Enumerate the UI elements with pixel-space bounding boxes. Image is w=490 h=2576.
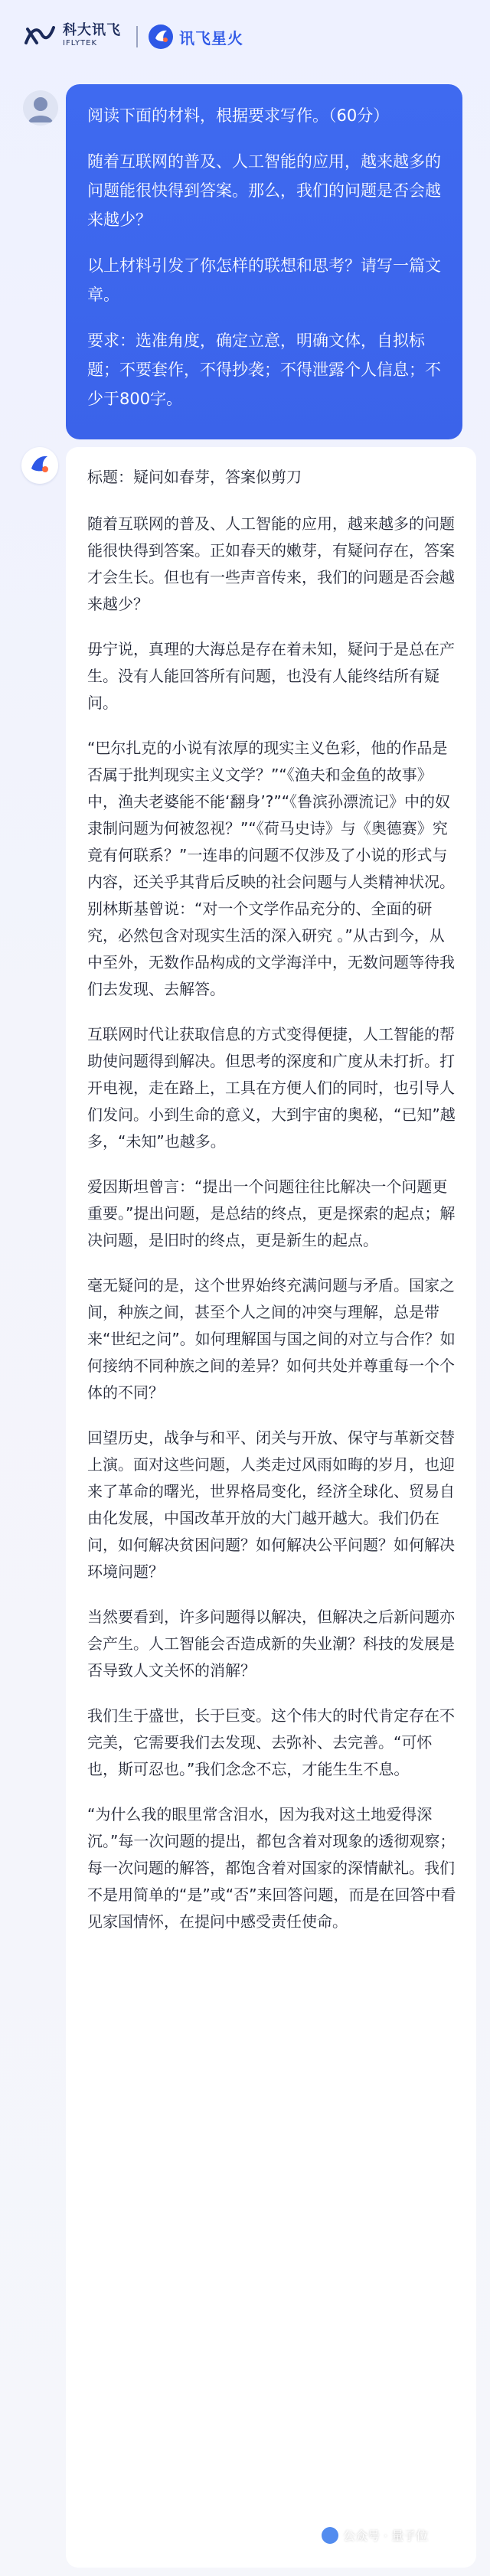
essay-paragraph: 回望历史，战争与和平、闭关与开放、保守与革新交替上演。面对这些问题，人类走过风雨如晦的岁月，也迎来了革命的曙光，世界格局变化，经济全球化、贸易自由化发展，中国改革开放的大门越开越大。我们仍在问，如何解决贫困问题？如何解决公平问题？如何解决环境问题？ <box>87 1428 455 1581</box>
wechat-icon <box>322 2527 338 2544</box>
essay-paragraph: “巴尔扎克的小说有浓厚的现实主义色彩，他的作品是否属于批判现实主义文学？”“《渔夫和金鱼的故事》中，渔夫老婆能不能‘翻身’?”“《鲁滨孙漂流记》中的奴隶制问题为何被忽视？”“《荷马史诗》与《奥德赛》究竟有何联系？”一连串的问题不仅涉及了小说的形式与内容，还关乎其背后反映的社会问题与人类精神状况。别林斯基曾说：“对一个文学作品充分的、全面的研究，必然包含对现实生活的深入研究 。”从古到今，从中至外，无数作品构成的文学海洋中，无数问题等待我们去发现、去解答。 <box>87 739 455 998</box>
top-brand-bar <box>0 0 490 70</box>
user-avatar <box>23 90 58 126</box>
spark-logo-icon <box>147 23 175 51</box>
user-avatar-icon <box>23 90 58 126</box>
essay-paragraph: “为什么我的眼里常含泪水，因为我对这土地爱得深沉。”每一次问题的提出，都包含着对现象的透彻观察；每一次问题的解答，都饱含着对国家的深情献礼。我们不是用简单的“是”或“否”来回答问题，而是在回答中看见家国情怀，在提问中感受责任使命。 <box>87 1805 456 1931</box>
user-message-paragraph: 随着互联网的普及、人工智能的应用，越来越多的问题能很快得到答案。那么，我们的问题是否会越来越少？ <box>87 152 441 229</box>
essay-title: 标题：疑问如春芽，答案似剪刀 <box>87 468 302 486</box>
user-message-paragraph: 以上材料引发了你怎样的联想和思考？请写一篇文章。 <box>87 256 441 304</box>
assistant-avatar <box>21 447 58 484</box>
spark-brand-name: 讯飞星火 <box>179 28 243 47</box>
logo-divider <box>136 26 138 47</box>
essay-paragraph: 爱因斯坦曾言：“提出一个问题往往比解决一个问题更重要。”提出问题，是总结的终点，更是探索的起点；解决问题，是旧时的终点，更是新生的起点。 <box>87 1177 456 1249</box>
essay-paragraph: 当然要看到，许多问题得以解决，但解决之后新问题亦会产生。人工智能会否造成新的失业潮？科技的发展是否导致人文关怀的消解？ <box>87 1608 455 1680</box>
assistant-response-card <box>66 447 476 2568</box>
essay-paragraph: 我们生于盛世，长于巨变。这个伟大的时代肯定存在不完美，它需要我们去发现、去弥补、去完善。“可怀也，斯可忍也。”我们念念不忘，才能生生不息。 <box>87 1706 455 1778</box>
user-message-paragraph: 阅读下面的材料，根据要求写作。（60分） <box>87 106 390 125</box>
iflytek-cn-label: 科大讯飞 <box>63 21 121 38</box>
essay-paragraph: 随着互联网的普及、人工智能的应用，越来越多的问题能很快得到答案。正如春天的嫩芽，有疑问存在，答案才会生长。但也有一些声音传来，我们的问题是否会越来越少？ <box>87 514 455 613</box>
watermark-text: 公众号 · 量子位 <box>343 2529 429 2543</box>
iflytek-logo-icon <box>23 23 57 47</box>
iflytek-en-label: IFLYTEK <box>63 38 98 47</box>
user-message-bubble <box>66 84 462 439</box>
user-message-paragraph: 要求：选准角度，确定立意，明确文体，自拟标题；不要套作，不得抄袭；不得泄露个人信息；不少于800字。 <box>87 331 441 408</box>
spark-avatar-icon <box>21 447 58 484</box>
essay-paragraph: 互联网时代让获取信息的方式变得便捷，人工智能的帮助使问题得到解决。但思考的深度和广度从未打折。打开电视，走在路上，工具在方便人们的同时，也引导人们发问。小到生命的意义，大到宇宙的奥秘，“已知”越多，“未知”也越多。 <box>87 1025 456 1151</box>
essay-paragraph: 毫无疑问的是，这个世界始终充满问题与矛盾。国家之间，种族之间，甚至个人之间的冲突与理解，总是带来“世纪之问”。如何理解国与国之间的对立与合作？如何接纳不同种族之间的差异？如何共处并尊重每一个个体的不同？ <box>87 1276 456 1402</box>
watermark <box>322 2526 428 2544</box>
essay-paragraph: 毋宁说，真理的大海总是存在着未知，疑问于是总在产生。没有人能回答所有问题，也没有人能终结所有疑问。 <box>87 640 455 712</box>
iflytek-logo <box>23 23 121 47</box>
spark-logo <box>147 23 243 51</box>
